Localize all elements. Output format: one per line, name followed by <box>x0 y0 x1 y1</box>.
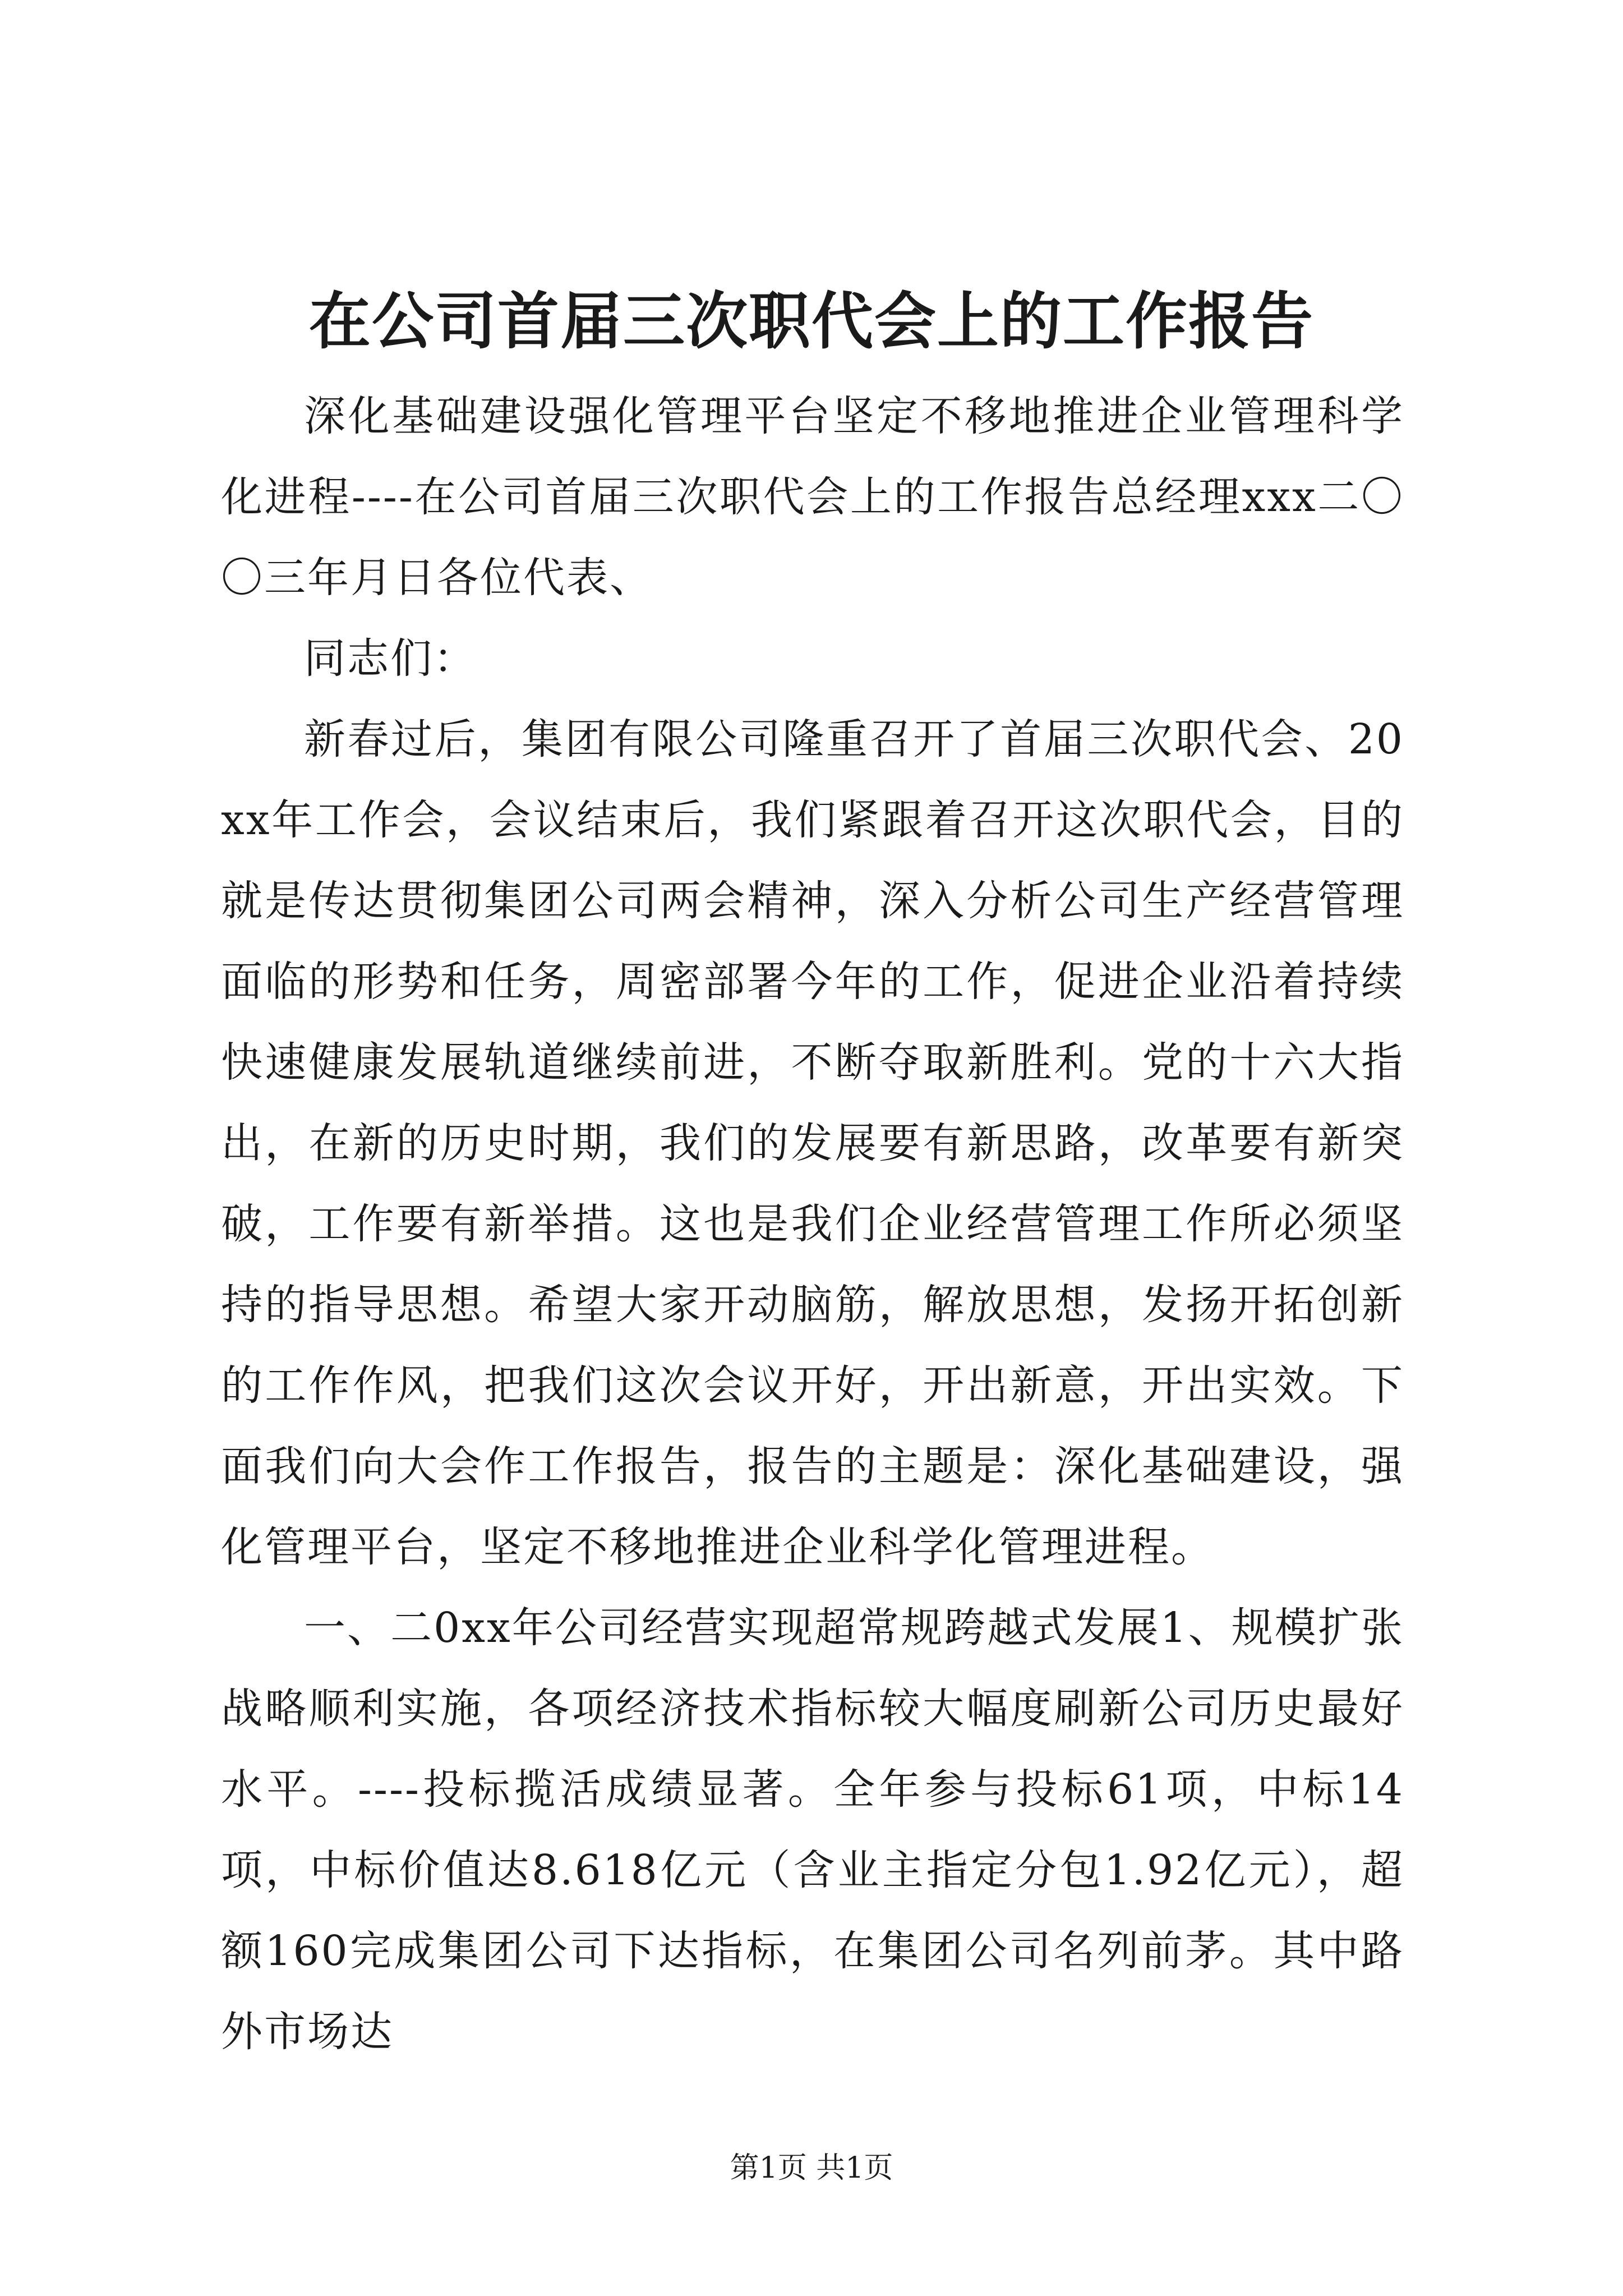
paragraph: 一、二0xx年公司经营实现超常规跨越式发展1、规模扩张战略顺利实施，各项经济技术指标较大幅度刷新公司历史最好水平。----投标揽活成绩显著。全年参与投标61项，中标14项，中标价值达8.618亿元（含业主指定分包1.92亿元），超额160完成集团公司下达指标，在集团公司名列前茅。其中路外市场达 <box>221 1604 1404 2056</box>
document-body <box>221 376 1404 2072</box>
paragraph: 同志们： <box>304 634 477 683</box>
document-title: 在公司首届三次职代会上的工作报告 <box>309 285 1314 357</box>
paragraph: 新春过后，集团有限公司隆重召开了首届三次职代会、20xx年工作会，会议结束后，我们紧跟着召开这次职代会，目的就是传达贯彻集团公司两会精神，深入分析公司生产经营管理面临的形势和任务，周密部署今年的工作，促进企业沿着持续快速健康发展轨道继续前进，不断夺取新胜利。党的十六大指出，在新的历史时期，我们的发展要有新思路，改革要有新突破，工作要有新举措。这也是我们企业经营管理工作所必须坚持的指导思想。希望大家开动脑筋，解放思想，发扬开拓创新的工作作风，把我们这次会议开好，开出新意，开出实效。下面我们向大会作工作报告，报告的主题是：深化基础建设，强化管理平台，坚定不移地推进企业科学化管理进程。 <box>221 715 1404 1571</box>
paragraph: 深化基础建设强化管理平台坚定不移地推进企业管理科学化进程----在公司首届三次职代会上的工作报告总经理xxx二〇〇三年月日各位代表、 <box>221 392 1404 602</box>
page-number-footer: 第1页 共1页 <box>730 2151 893 2185</box>
